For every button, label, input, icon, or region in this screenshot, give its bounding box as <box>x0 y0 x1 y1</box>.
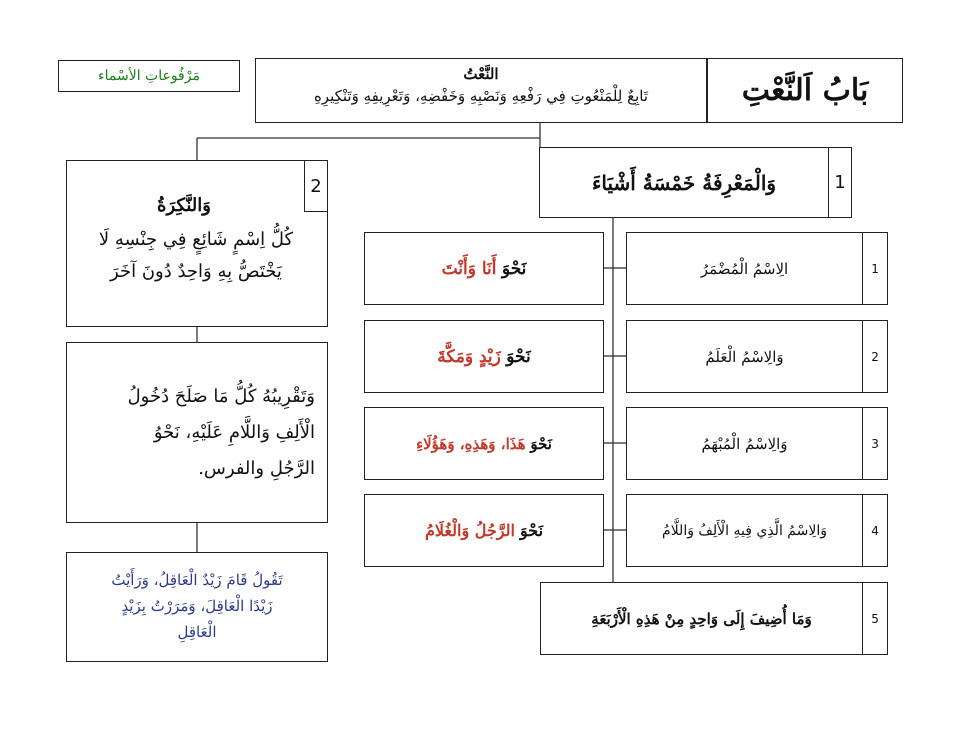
item-example: الرَّجُلُ وَالْغُلَامُ <box>424 521 515 540</box>
marifa-item <box>626 494 888 567</box>
nahw-label: نَحْوَ <box>520 521 544 540</box>
item-number: 2 <box>862 321 887 392</box>
nakira-line-2: يَخْتَصُّ بِهِ وَاحِدٌ دُونَ آخَرَ <box>110 261 282 282</box>
marifa-item <box>626 407 888 480</box>
marifa-number: 1 <box>828 148 851 217</box>
item-label: الِاسْمُ الْمُضْمَرُ <box>700 259 789 278</box>
page-title-box <box>707 58 903 123</box>
nakira-line-1: كُلُّ اِسْمٍ شَائِعٍ فِي جِنْسِهِ لَا <box>98 229 294 250</box>
item-example-box <box>364 407 604 480</box>
example-box <box>66 552 328 662</box>
item-label: وَالِاسْمُ الْمُبْهَمُ <box>701 434 788 453</box>
example-line-1: تَقُولُ قَامَ زَيْدٌ الْعَاقِلُ، وَرَأَيْتُ <box>111 571 283 589</box>
marifa-item <box>540 582 888 655</box>
item-example-box <box>364 320 604 393</box>
nahw-label: نَحْوَ <box>506 346 531 367</box>
nakira-box <box>66 160 328 327</box>
nakira-title: وَالنَّكِرَةُ <box>157 195 211 216</box>
item-number: 5 <box>862 583 887 654</box>
marifa-item <box>626 232 888 305</box>
example-line-2: زَيْدًا الْعَاقِلَ، وَمَرَرْتُ بِزَيْدٍ <box>121 597 273 615</box>
marifa-item <box>626 320 888 393</box>
marifa-title: وَالْمَعْرِفَةُ خَمْسَةُ أَشْيَاءَ <box>591 170 777 195</box>
item-label: وَالِاسْمُ الْعَلَمُ <box>705 347 784 366</box>
nakira-number: 2 <box>304 161 327 212</box>
item-example-box <box>364 494 604 567</box>
item-label: وَالِاسْمُ الَّذِي فِيهِ الْأَلِفُ وَاللَّامُ <box>662 522 827 539</box>
taqrib-line-3: الرَّجُلِ والفرس. <box>198 458 315 479</box>
nahw-label: نَحْوَ <box>530 434 552 453</box>
category-tag <box>58 60 240 92</box>
item-label: وَمَا أُضِيفَ إِلَى وَاحِدٍ مِنْ هَذِهِ الْأَرْبَعَةِ <box>591 609 812 628</box>
nahw-label: نَحْوَ <box>501 258 527 279</box>
definition-box <box>255 58 707 123</box>
definition-heading: النَّعْتُ <box>463 65 499 83</box>
category-tag-label: مَرْفُوعاتِ الأسْماء <box>98 68 200 84</box>
marifa-box <box>539 147 852 218</box>
item-example: زَيْدٍ وَمَكَّةَ <box>437 346 501 367</box>
item-number: 4 <box>862 495 887 566</box>
taqrib-line-1: وَتَقْرِيبُهُ كُلُّ مَا صَلَحَ دُخُولُ <box>127 386 315 407</box>
taqrib-box <box>66 342 328 523</box>
item-number: 3 <box>862 408 887 479</box>
item-example-box <box>364 232 604 305</box>
item-example: أَنَا وَأَنْتَ <box>441 258 497 279</box>
item-number: 1 <box>862 233 887 304</box>
taqrib-line-2: الْأَلِفِ وَاللَّامِ عَلَيْهِ، نَحْوُ <box>153 422 315 443</box>
example-line-3: الْعَاقِلِ <box>177 623 217 641</box>
page-title: بَابُ اَلنَّعْتِ <box>741 73 869 108</box>
definition-text: تَابِعٌ لِلْمَنْعُوتِ فِي رَفْعِهِ وَنَصْبِهِ وَخَفْضِهِ، وَتَعْرِيفِهِ وَتَنْكِيرِهِ <box>313 87 649 105</box>
item-example: هَذَا، وَهَذِهِ، وَهَؤُلَاءِ <box>416 434 526 453</box>
